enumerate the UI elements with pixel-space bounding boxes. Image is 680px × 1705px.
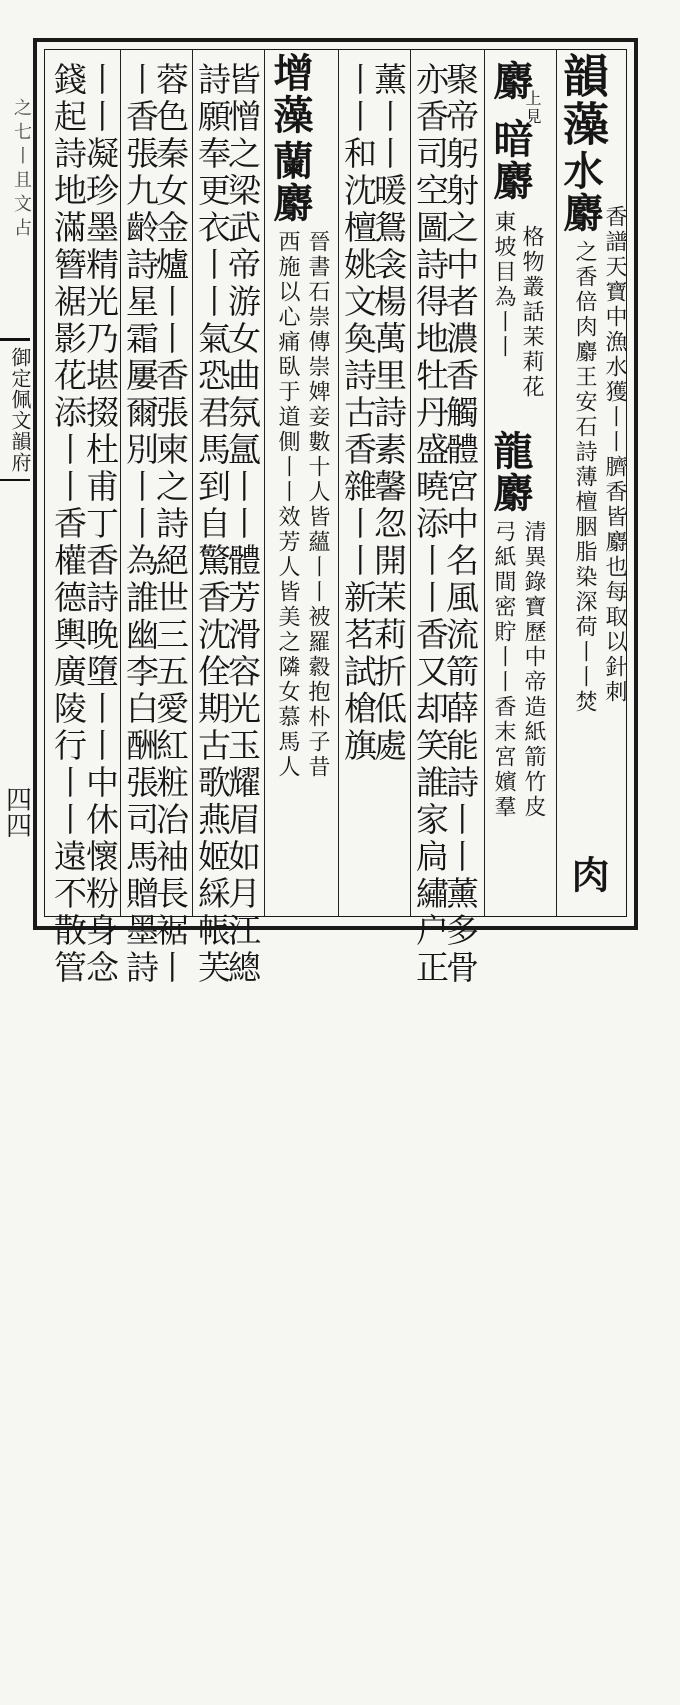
- text-column-5: 清異錄寶歷中帝造紙箭竹皮: [521, 520, 546, 820]
- text-column-1: 香譜天寶中漁水獲丨丨臍香皆麝也每取以針刺: [602, 205, 627, 705]
- headword-dark-musk: 暗麝: [487, 118, 534, 202]
- headword-continuation: 肉: [565, 855, 610, 895]
- headword-musk: 麝: [487, 60, 534, 102]
- text-column-7: 聚帝躬射之中者濃香觸體宮中名風流箭薛能詩丨丨薰多骨: [441, 62, 480, 987]
- headword-dragon-musk: 龍麝: [487, 430, 534, 514]
- text-column-17: 丨丨凝珍墨精光乃堪掇杜甫丁香詩晚墮丨丨中休懷粉身念: [81, 62, 120, 987]
- text-column-16: 丨香張九齡詩星霜屢爾別丨丨為誰幽李白酬張司馬贈墨詩: [121, 62, 160, 987]
- book-title-label: 御定佩文韻府: [0, 338, 30, 481]
- margin-strip: [0, 38, 33, 930]
- headword-water-musk: 水麝: [557, 150, 604, 234]
- column-rule: [484, 49, 485, 917]
- text-column-10: 丨丨和沈檀姚文奐詩古香雜丨丨新茗試槍旗: [339, 62, 378, 765]
- column-rule: [264, 49, 265, 917]
- cross-reference: 上見: [523, 90, 542, 126]
- section-heading: 韻藻: [556, 52, 610, 148]
- text-column-4: 東坡目為丨丨: [491, 210, 516, 360]
- text-column-14: 詩願奉更衣丨丨氣恐君馬到自驚香沈佺期古歌燕姬綵帳芙: [193, 62, 232, 987]
- text-column-18: 錢起詩地滿簪裾影花添丨丨香權德輿廣陵行丨丨遠不散管: [49, 62, 88, 987]
- supplement-heading: 增藻: [267, 52, 314, 136]
- text-column-9: 薰丨丨暖鴛衾楊萬里詩素馨忽開茉莉折低處: [369, 62, 408, 765]
- headword-orchid-musk: 蘭麝: [267, 140, 314, 224]
- page-number: 四四: [6, 786, 33, 842]
- text-column-2: 之香倍肉麝王安石詩薄檀胭脂染深荷丨丨焚: [572, 240, 597, 715]
- text-column-13: 皆憎之梁武帝游女曲氛氲丨丨體芳滑容光玉耀眉如月江總: [223, 62, 262, 987]
- text-column-11: 晉書石崇傳崇婢妾數十人皆蘊丨丨被羅縠抱朴子昔: [305, 230, 330, 780]
- text-column-12: 西施以心痛臥于道側丨丨效芳人皆美之隣女慕馬人: [275, 230, 300, 780]
- text-column-8: 亦香司空圖詩得地牡丹盛曉添丨丨香又却笑誰家扃繡户正: [411, 62, 450, 987]
- text-column-3: 格物叢話茉莉花: [519, 225, 544, 400]
- text-column-15: 蓉色秦女金爐丨丨香張柬之詩絕世三五愛紅粧冶袖長裾丨: [151, 62, 190, 987]
- margin-top-text: 之七丨且文占: [11, 98, 32, 242]
- text-column-6: 弓紙間密貯丨丨香末宮嬪羣: [491, 520, 516, 820]
